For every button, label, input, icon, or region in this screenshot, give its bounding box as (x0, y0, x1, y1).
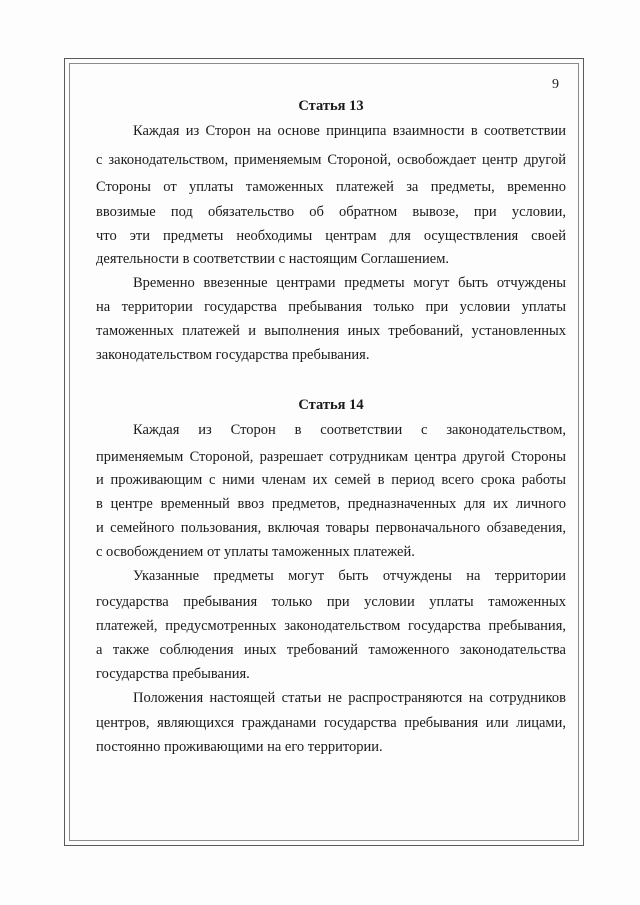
article-14-line: Положения настоящей статьи не распространяются на сотрудников (133, 690, 566, 706)
article-14-line: государства пребывания только при условии уплаты таможенных (96, 594, 566, 610)
article-14-line: и проживающим с ними членам их семей в период всего срока работы (96, 472, 566, 488)
article-13-line: законодательством государства пребывания. (96, 347, 370, 363)
article-14-line: а также соблюдения иных требований таможенного законодательства (96, 642, 566, 658)
article-14-line: Каждая из Сторон в соответствии с законодательством, (133, 422, 566, 438)
article-14-title: Статья 14 (298, 397, 364, 413)
article-14-line: центров, являющихся гражданами государства пребывания или лицами, (96, 715, 566, 731)
article-13-title: Статья 13 (298, 98, 364, 114)
article-14-line: в центре временный ввоз предметов, предназначенных для их личного (96, 496, 566, 512)
article-14-line: Указанные предметы могут быть отчуждены на территории (133, 568, 566, 584)
article-14-line: платежей, предусмотренных законодательством государства пребывания, (96, 618, 566, 634)
article-13-line: таможенных платежей и выполнения иных требований, установленных (96, 323, 566, 339)
article-13-line: Стороны от уплаты таможенных платежей за предметы, временно (96, 179, 566, 195)
article-14-line: с освобождением от уплаты таможенных платежей. (96, 544, 415, 560)
article-13-line: на территории государства пребывания только при условии уплаты (96, 299, 566, 315)
article-14-line: государства пребывания. (96, 666, 250, 682)
article-13-line: с законодательством, применяемым Стороной, освобождает центр другой (96, 152, 566, 168)
article-14-line: и семейного пользования, включая товары первоначального обзаведения, (96, 520, 566, 536)
article-14-line: постоянно проживающими на его территории. (96, 739, 383, 755)
article-13-line: что эти предметы необходимы центрам для осуществления своей (96, 228, 566, 244)
article-13-line: ввозимые под обязательство об обратном вывозе, при условии, (96, 204, 566, 220)
page-number: 9 (552, 77, 559, 92)
article-13-line: Каждая из Сторон на основе принципа взаимности в соответствии (133, 123, 566, 139)
article-13-line: Временно ввезенные центрами предметы могут быть отчуждены (133, 275, 566, 291)
article-14-line: применяемым Стороной, разрешает сотрудникам центра другой Стороны (96, 449, 566, 465)
article-13-line: деятельности в соответствии с настоящим Соглашением. (96, 251, 450, 267)
